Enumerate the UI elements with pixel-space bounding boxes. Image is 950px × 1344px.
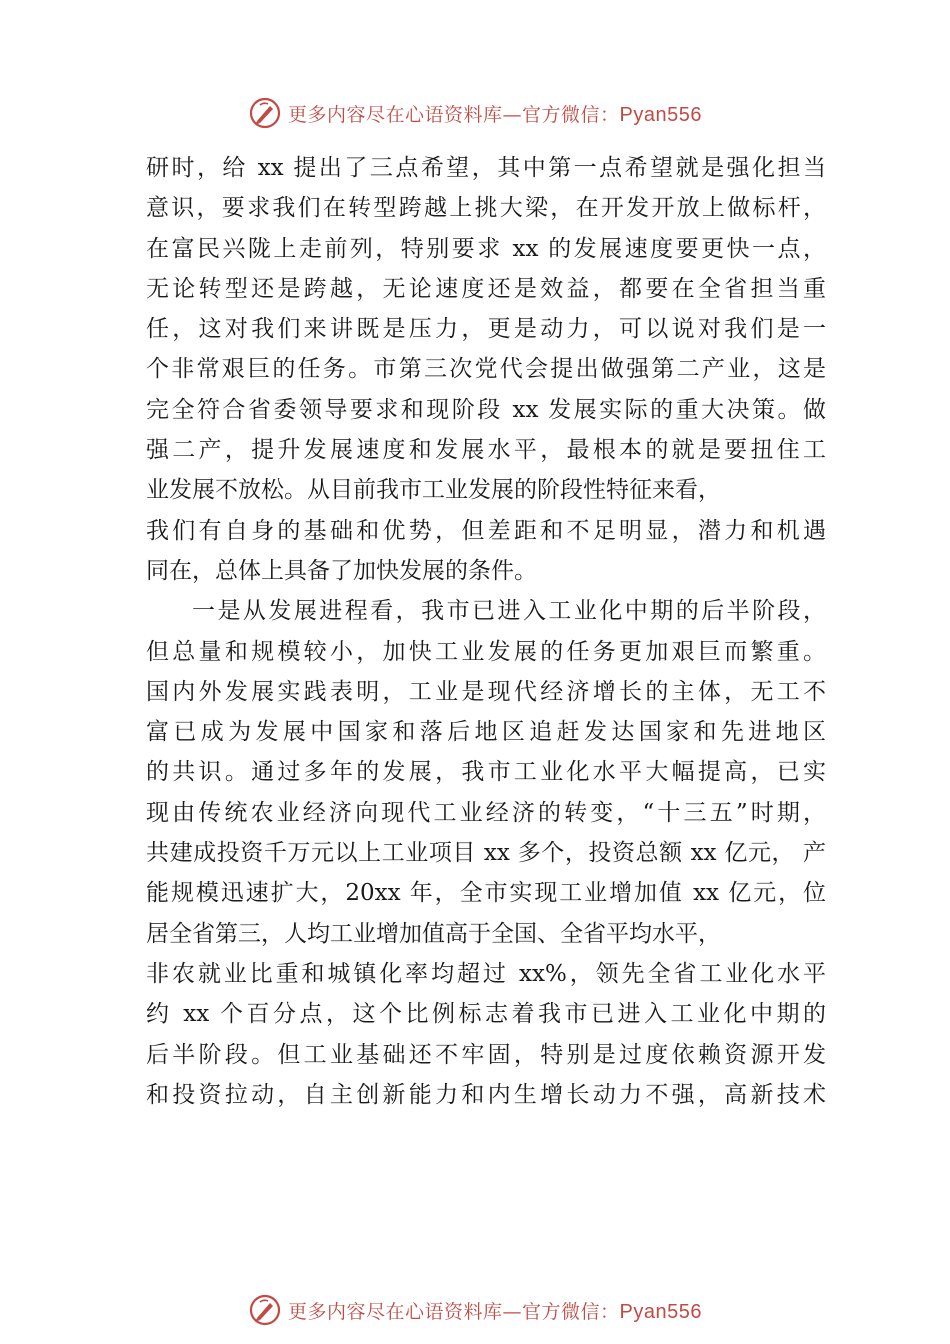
text-line: 我们有自身的基础和优势，但差距和不足明显，潜力和机遇: [146, 517, 826, 544]
text-line: 个非常艰巨的任务。市第三次党代会提出做强第二产业，这是: [146, 356, 826, 383]
text-line: 共建成投资千万元以上工业项目 xx 多个，投资总额 xx 亿元， 产: [146, 840, 826, 867]
text-line: 居全省第三，人均工业增加值高于全国、全省平均水平，: [146, 920, 721, 947]
pen-logo-icon: [248, 96, 282, 130]
text-line: 同在，总体上具备了加快发展的条件。: [146, 557, 537, 584]
text-line: 完全符合省委领导要求和现阶段 xx 发展实际的重大决策。做: [146, 396, 826, 423]
text-line: 强二产，提升发展速度和发展水平，最根本的就是要扭住工: [146, 437, 826, 464]
watermark-label: 更多内容尽在心语资料库—官方微信：: [288, 103, 620, 126]
text-line: 现由传统农业经济向现代工业经济的转变，“十三五”时期，: [146, 799, 826, 826]
text-line: 富已成为发展中国家和落后地区追赶发达国家和先进地区: [146, 719, 826, 746]
document-body: [146, 148, 826, 1115]
text-line: 任，这对我们来讲既是压力，更是动力，可以说对我们是一: [146, 316, 826, 343]
text-line: 能规模迅速扩大，20xx 年，全市实现工业增加值 xx 亿元，位: [146, 880, 826, 907]
text-line: 国内外发展实践表明，工业是现代经济增长的主体，无工不: [146, 678, 826, 705]
footer-watermark: [0, 1290, 950, 1330]
watermark-brand: Pyan556: [619, 103, 702, 126]
text-line: 业发展不放松。从目前我市工业发展的阶段性特征来看，: [146, 477, 721, 504]
text-line: 无论转型还是跨越，无论速度还是效益，都要在全省担当重: [146, 275, 826, 302]
text-line: 约 xx 个百分点，这个比例标志着我市已进入工业化中期的: [146, 1001, 826, 1028]
watermark-label: 更多内容尽在心语资料库—官方微信：: [288, 1300, 620, 1323]
text-line: 意识，要求我们在转型跨越上挑大梁，在开发开放上做标杆，: [146, 195, 826, 222]
text-line: 在富民兴陇上走前列，特别要求 xx 的发展速度要更快一点，: [146, 235, 826, 262]
text-line: 非农就业比重和城镇化率均超过 xx%，领先全省工业化水平: [146, 960, 826, 987]
text-line: 研时，给 xx 提出了三点希望，其中第一点希望就是强化担当: [146, 155, 826, 181]
text-line: 的共识。通过多年的发展，我市工业化水平大幅提高，已实: [146, 759, 826, 786]
text-line: 后半阶段。但工业基础还不牢固，特别是过度依赖资源开发: [146, 1041, 826, 1068]
text-line: 但总量和规模较小，加快工业发展的任务更加艰巨而繁重。: [146, 638, 826, 665]
paragraph-first-line: 一是从发展进程看，我市已进入工业化中期的后半阶段，: [192, 598, 826, 625]
watermark-brand: Pyan556: [619, 1300, 702, 1323]
header-watermark: [0, 93, 950, 133]
text-line: 和投资拉动，自主创新能力和内生增长动力不强，高新技术: [146, 1081, 826, 1108]
watermark-text: [288, 1297, 702, 1324]
watermark-text: [288, 100, 702, 127]
pen-logo-icon: [248, 1293, 282, 1327]
